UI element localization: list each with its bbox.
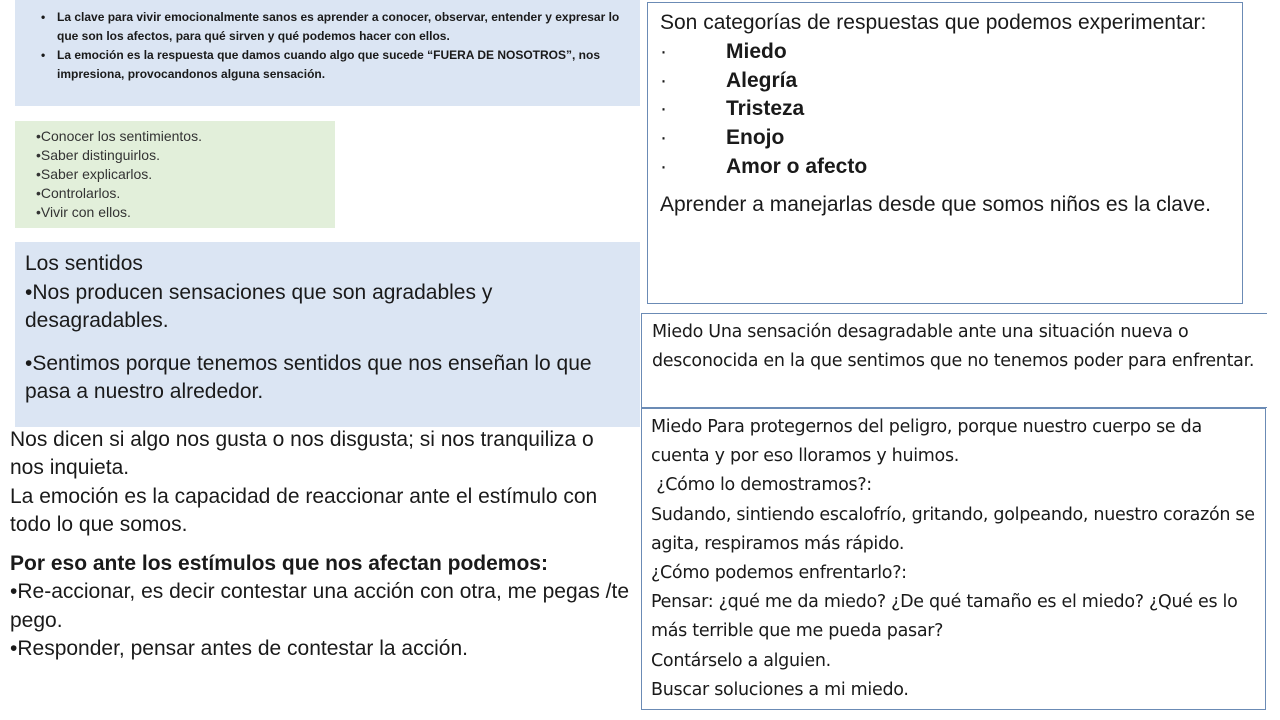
categories-panel [647, 2, 1243, 304]
category-label: Amor o afecto [726, 154, 868, 178]
senses-paragraph: •Sentimos porque tenemos sentidos que nos enseñan lo que pasa a nuestro alrededor. [25, 351, 592, 403]
skills-item: •Conocer los sentimientos. [36, 128, 202, 144]
bullet-dot: · [660, 39, 667, 63]
bullet-dot: · [660, 126, 667, 150]
emotion-bold-heading: Por eso ante los estímulos que nos afectan podemos: [10, 552, 548, 576]
category-item [660, 124, 1230, 153]
category-label: Enojo [726, 126, 785, 150]
bullet-dot: · [660, 68, 667, 92]
skills-item: •Saber explicarlos. [36, 166, 153, 182]
emotion-bullet: •Re-accionar, es decir contestar una acción con otra, me pegas /te pego. [10, 580, 630, 632]
intro-bullet: • La clave para vivir emocionalmente sanos es aprender a conocer, observar, entender y expresar lo que son los afectos, para qué sirven y qué podemos hacer con ellos. [41, 8, 630, 46]
senses-paragraph: •Nos producen sensaciones que son agradables y desagradables. [25, 280, 493, 332]
senses-title: Los sentidos [25, 252, 143, 275]
fear-coping-line: ¿Cómo lo demostramos?: [651, 475, 872, 496]
emotion-bullet: •Responder, pensar antes de contestar la acción. [10, 637, 468, 661]
category-label: Tristeza [726, 97, 805, 121]
categories-closing: Aprender a manejarlas desde que somos niños es la clave. [660, 192, 1211, 216]
category-item [660, 67, 1230, 96]
skills-item: •Saber distinguirlos. [36, 147, 160, 163]
skills-list [36, 127, 325, 222]
fear-coping-line: Miedo Para protegernos del peligro, porque nuestro cuerpo se da cuenta y por eso lloramos y huimos. [651, 417, 1202, 467]
emotion-paragraph: Nos dicen si algo nos gusta o nos disgusta; si nos tranquiliza o nos inquieta. [10, 428, 594, 480]
bullet-dot: · [660, 154, 667, 178]
intro-bullet-list [41, 8, 630, 84]
category-item [660, 153, 1230, 182]
intro-panel [15, 0, 640, 106]
intro-bullet: • La emoción es la respuesta que damos cuando algo que sucede “FUERA DE NOSOTROS”, nos impresiona, provocandonos alguna sensación. [41, 46, 630, 84]
fear-coping-panel [641, 408, 1266, 710]
fear-definition-text: Miedo Una sensación desagradable ante una situación nueva o desconocida en la que sentimos que no tenemos poder para enfrentar. [652, 322, 1255, 372]
skills-panel [15, 121, 335, 228]
category-item [660, 95, 1230, 124]
skills-item: •Vivir con ellos. [36, 204, 131, 220]
categories-intro: Son categorías de respuestas que podemos experimentar: [660, 11, 1207, 34]
fear-coping-line: Sudando, sintiendo escalofrío, gritando, golpeando, nuestro corazón se agita, respiramos más rápido. [651, 504, 1255, 554]
fear-definition-panel [641, 313, 1267, 408]
skills-item: •Controlarlos. [36, 185, 121, 201]
fear-coping-line: Pensar: ¿qué me da miedo? ¿De qué tamaño es el miedo? ¿Qué es lo más terrible que me pueda pasar? [651, 592, 1238, 642]
category-label: Alegría [726, 68, 798, 92]
fear-coping-line: Buscar soluciones a mi miedo. [651, 679, 909, 700]
category-item [660, 38, 1230, 67]
bullet-dot: · [660, 97, 667, 121]
emotion-text-block [10, 426, 630, 720]
emotion-paragraph: La emoción es la capacidad de reaccionar ante el estímulo con todo lo que somos. [10, 484, 598, 536]
fear-coping-line: ¿Cómo podemos enfrentarlo?: [651, 563, 907, 584]
category-label: Miedo [726, 39, 787, 63]
fear-coping-line: Contárselo a alguien. [651, 650, 831, 671]
senses-panel [15, 242, 640, 427]
